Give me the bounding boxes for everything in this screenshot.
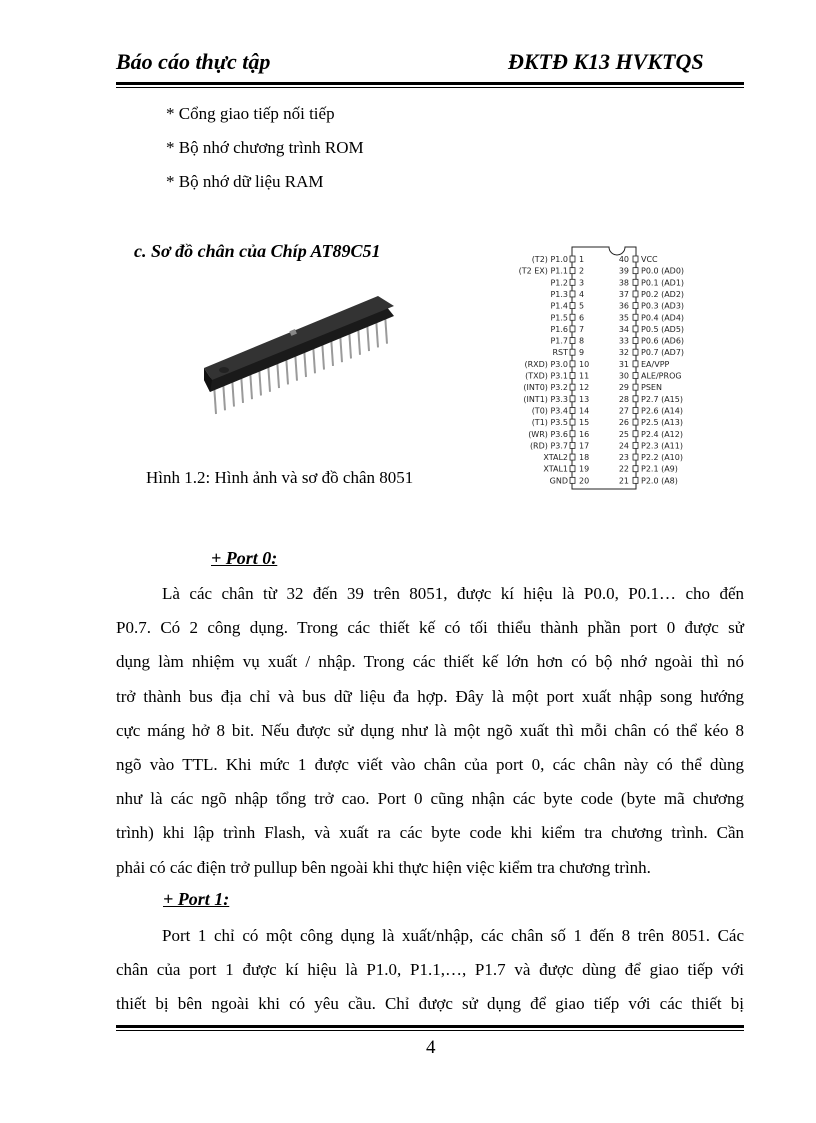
bullet-item: * Bộ nhớ chương trình ROM: [166, 138, 364, 157]
pin-label: P0.3 (AD3): [641, 301, 685, 311]
pin-label: (T2) P1.0: [531, 255, 568, 264]
pin-stub: [570, 326, 575, 332]
pin-number: 11: [579, 371, 590, 381]
pin-number: 7: [579, 324, 585, 334]
pin-label: P0.7 (AD7): [641, 348, 685, 358]
pin-stub: [633, 291, 638, 297]
bullet-item: * Cổng giao tiếp nối tiếp: [166, 104, 335, 123]
header-rule-thin: [116, 87, 744, 88]
pin-stub: [633, 431, 638, 437]
pin-stub: [570, 384, 575, 390]
pin-stub: [570, 291, 575, 297]
pin-number: 16: [579, 429, 590, 439]
pin-label: P1.6: [550, 324, 568, 334]
pin-label: (T2 EX) P1.1: [518, 266, 568, 276]
pin-label: GND: [549, 476, 568, 486]
pin-number: 13: [579, 394, 590, 404]
pin-stub: [570, 407, 575, 413]
chip-notch: [219, 367, 229, 373]
pin-number: 20: [579, 476, 590, 486]
pin-label: (INT1) P3.3: [523, 394, 568, 404]
pin-label: P0.5 (AD5): [641, 324, 685, 334]
pin-label: P0.0 (AD0): [641, 266, 685, 276]
bullet-item: * Bộ nhớ dữ liệu RAM: [166, 172, 324, 191]
pin-number: 26: [618, 418, 629, 428]
pin-number: 2: [579, 266, 585, 276]
text-line: Port 1 chỉ có một công dụng là xuất/nhập, các chân số 1 đến 8 trên 8051. Các: [162, 926, 744, 945]
pin-number: 24: [618, 441, 629, 451]
pin-stub: [570, 442, 575, 448]
text-line: chân của port 1 được kí hiệu là P1.0, P1.1,…, P1.7 và được dùng để giao tiếp với: [116, 960, 744, 980]
pin-label: P2.4 (A12): [641, 429, 683, 439]
pin-number: 40: [618, 255, 629, 264]
pin-number: 1: [579, 255, 585, 264]
pin-stub: [570, 419, 575, 425]
pin-number: 19: [579, 464, 590, 474]
pin-label: P2.6 (A14): [641, 406, 683, 416]
pin-stub: [570, 268, 575, 274]
pin-label: ALE/PROG: [641, 371, 682, 381]
pin-stub: [570, 373, 575, 379]
pin-label: (T1) P3.5: [531, 418, 568, 428]
pin-stub: [570, 349, 575, 355]
pin-label: (TXD) P3.1: [525, 371, 568, 381]
pin-number: 12: [579, 383, 590, 393]
pin-label: (RD) P3.7: [529, 441, 568, 451]
pin-number: 31: [618, 359, 629, 369]
text-line: trở thành bus địa chỉ và bus dữ liệu đa hợp. Đây là một port xuất nhập song hướng: [116, 686, 744, 706]
port0-paragraph: [116, 577, 744, 885]
port0-title: + Port 0:: [211, 548, 278, 568]
pin-label: P0.4 (AD4): [641, 313, 685, 323]
pin-label: P2.7 (A15): [641, 394, 683, 404]
pin-number: 23: [618, 453, 629, 463]
pin-stub: [633, 396, 638, 402]
pin-number: 8: [579, 336, 585, 346]
pin-stub: [633, 407, 638, 413]
pin-number: 4: [579, 289, 585, 299]
text-line: thiết bị bên ngoài khi có yêu cầu. Chỉ được sử dụng để giao tiếp với các thiết bị: [116, 994, 744, 1014]
pin-label: P1.4: [550, 301, 568, 311]
footer-rule-thick: [116, 1025, 744, 1028]
pin-number: 36: [618, 301, 629, 311]
pin-label: P2.3 (A11): [641, 441, 683, 451]
pin-number: 17: [579, 441, 590, 451]
pin-label: P1.7: [550, 336, 568, 346]
pin-label: (RXD) P3.0: [524, 359, 568, 369]
pin-stub: [633, 442, 638, 448]
pin-label: (WR) P3.6: [528, 429, 568, 439]
pin-label: P0.2 (AD2): [641, 289, 685, 299]
footer-rule-thin: [116, 1030, 744, 1031]
pin-number: 3: [579, 278, 585, 288]
pin-label: P2.5 (A13): [641, 418, 683, 428]
chip-photo: [198, 272, 418, 452]
port1-paragraph: [116, 919, 744, 1022]
pin-number: 30: [618, 371, 629, 381]
pin-stub: [570, 314, 575, 320]
pin-number: 32: [618, 348, 629, 358]
pin-stub: [570, 256, 575, 262]
pin-label: P2.1 (A9): [641, 464, 678, 474]
pin-number: 37: [618, 289, 629, 299]
pin-stub: [570, 338, 575, 344]
pin-label: RST: [552, 348, 568, 358]
pin-number: 39: [618, 266, 629, 276]
pin-number: 9: [579, 348, 585, 358]
header-org: ĐKTĐ K13 HVKTQS: [508, 49, 704, 74]
pinout-diagram: [502, 245, 754, 491]
pin-number: 15: [579, 418, 590, 428]
pin-stub: [633, 303, 638, 309]
page-number: 4: [426, 1037, 436, 1058]
pin-stub: [570, 477, 575, 483]
pin-stub: [570, 431, 575, 437]
pin-label: P2.0 (A8): [641, 476, 678, 486]
pin-stub: [633, 373, 638, 379]
pin-stub: [633, 477, 638, 483]
pin-number: 10: [579, 359, 590, 369]
text-line: cực máng hở 8 bit. Nếu được sử dụng như là một ngõ xuất thì mỗi chân có thể kéo 8: [116, 720, 744, 740]
pin-stub: [633, 338, 638, 344]
pin-stub: [633, 326, 638, 332]
pin-label: (INT0) P3.2: [523, 383, 568, 393]
pin-label: P0.6 (AD6): [641, 336, 685, 346]
pin-number: 38: [618, 278, 629, 288]
pin-stub: [633, 268, 638, 274]
pin-stub: [633, 279, 638, 285]
text-line: Là các chân từ 32 đến 39 trên 8051, được kí hiệu là P0.0, P0.1… cho đến: [162, 584, 744, 603]
figure-caption: Hình 1.2: Hình ảnh và sơ đồ chân 8051: [146, 468, 414, 487]
pin-stub: [633, 256, 638, 262]
pin-number: 21: [618, 476, 629, 486]
port1-title: + Port 1:: [163, 889, 230, 909]
pin-number: 5: [579, 301, 585, 311]
pin-stub: [570, 303, 575, 309]
pin-stub: [633, 361, 638, 367]
chip-body-top: [204, 296, 394, 380]
pin-number: 14: [579, 406, 590, 416]
pin-stub: [633, 454, 638, 460]
pin-label: EA/VPP: [641, 359, 670, 369]
pin-stub: [633, 466, 638, 472]
pin-label: (T0) P3.4: [531, 406, 568, 416]
header-title: Báo cáo thực tập: [116, 49, 271, 74]
pin-number: 28: [618, 394, 629, 404]
text-line: phải có các điện trở pullup bên ngoài khi thực hiện việc kiểm tra chương trình.: [116, 857, 651, 877]
pin-label: P1.2: [550, 278, 568, 288]
pin-number: 29: [618, 383, 629, 393]
pin-label: XTAL1: [543, 464, 568, 474]
pin-stub: [570, 361, 575, 367]
text-line: dụng làm nhiệm vụ xuất / nhập. Trong các thiết kế lớn hơn có bộ nhớ ngoài thì nó: [116, 652, 744, 672]
pin-label: P2.2 (A10): [641, 453, 683, 463]
pin-stub: [570, 279, 575, 285]
section-title: c. Sơ đồ chân của Chíp AT89C51: [134, 241, 381, 261]
pin-number: 27: [618, 406, 629, 416]
pin-label: PSEN: [641, 383, 662, 393]
pin-stub: [570, 396, 575, 402]
pin-stub: [633, 384, 638, 390]
pin-number: 35: [618, 313, 629, 323]
text-line: trình) khi lập trình Flash, và xuất ra các byte code khi kiểm tra chương trình. Cần: [116, 823, 744, 843]
pin-label: VCC: [641, 255, 658, 264]
pin-number: 6: [579, 313, 585, 323]
pin-label: XTAL2: [543, 453, 568, 463]
pin-number: 18: [579, 453, 590, 463]
pin-label: P1.5: [550, 313, 568, 323]
text-line: ngõ vào TTL. Khi mức 1 được viết vào chân của port 0, các chân này có thể dùng: [116, 755, 744, 775]
text-line: P0.7. Có 2 công dụng. Trong các thiết kế có tối thiểu thành phần port 0 được sử: [116, 618, 744, 638]
chip-body-side: [204, 306, 394, 392]
pin-label: P1.3: [550, 289, 568, 299]
pin-number: 34: [618, 324, 629, 334]
pin-number: 33: [618, 336, 629, 346]
pin-stub: [633, 419, 638, 425]
pin-number: 25: [618, 429, 629, 439]
pin-number: 22: [618, 464, 629, 474]
pin-stub: [633, 314, 638, 320]
text-line: như là các ngõ nhập tổng trở cao. Port 0 cũng nhận các byte code (byte mã chương: [116, 789, 744, 809]
pin-stub: [570, 454, 575, 460]
pin-stub: [570, 466, 575, 472]
pin-label: P0.1 (AD1): [641, 278, 685, 288]
pin-stub: [633, 349, 638, 355]
header-rule-thick: [116, 82, 744, 85]
